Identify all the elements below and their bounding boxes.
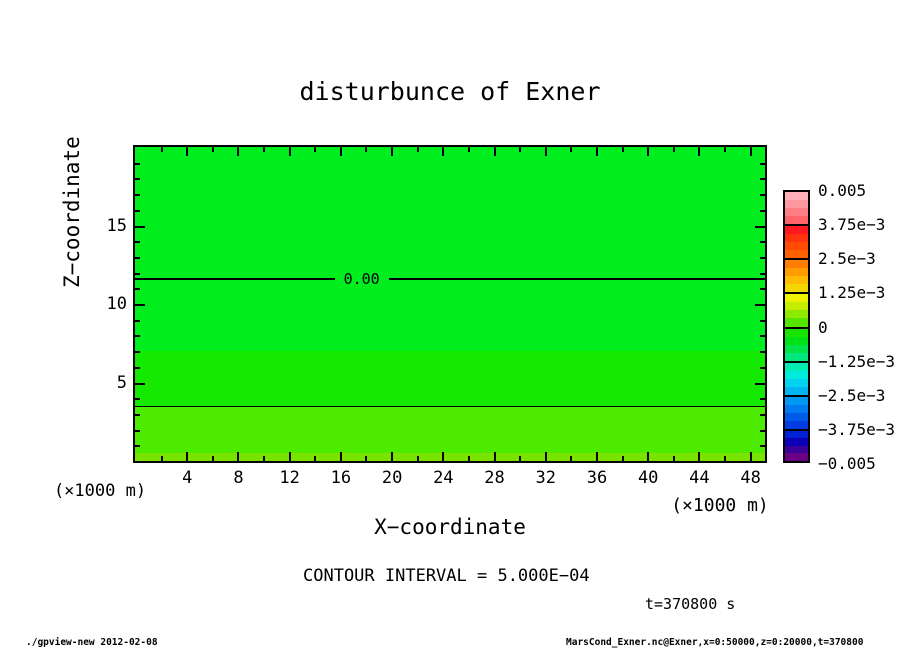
colorbar-sub-band — [785, 208, 808, 216]
axis-tick — [289, 452, 291, 461]
axis-tick — [596, 147, 598, 156]
colorbar-tick-label: 0.005 — [818, 181, 867, 200]
fill-band — [135, 147, 765, 351]
axis-tick — [365, 147, 367, 152]
axis-tick — [494, 147, 496, 156]
axis-tick — [760, 414, 765, 416]
contour-line — [135, 278, 335, 280]
x-tick-label: 44 — [689, 468, 710, 488]
colorbar-tick-label: −2.5e−3 — [818, 385, 886, 405]
colorbar-tick-label: 1.25e−3 — [818, 283, 886, 303]
colorbar-tick-label: −0.005 — [818, 454, 876, 473]
colorbar-sub-band — [785, 413, 808, 421]
chart-title: disturbunce of Exner — [299, 77, 601, 106]
axis-tick — [760, 163, 765, 165]
axis-tick — [673, 147, 675, 152]
plot-area — [133, 145, 767, 463]
axis-tick — [340, 452, 342, 461]
axis-tick — [237, 147, 239, 156]
axis-tick — [760, 430, 765, 432]
axis-tick — [760, 445, 765, 447]
axis-tick — [750, 452, 752, 461]
axis-tick — [760, 257, 765, 259]
axis-tick — [622, 147, 624, 152]
axis-tick — [135, 257, 140, 259]
colorbar-box — [783, 361, 810, 397]
axis-tick — [161, 147, 163, 152]
axis-tick — [417, 147, 419, 152]
axis-tick — [135, 398, 140, 400]
axis-tick — [212, 456, 214, 461]
footer-command-text: ./gpview-new 2012-02-08 — [26, 637, 158, 648]
axis-tick — [263, 147, 265, 152]
axis-tick — [135, 194, 140, 196]
x-tick-label: 4 — [182, 468, 193, 488]
footer-source-text: MarsCond_Exner.nc@Exner,x=0:50000,z=0:20000,t=370800 — [566, 637, 864, 648]
axis-tick — [760, 273, 765, 275]
axis-tick — [545, 452, 547, 461]
colorbar-sub-band — [785, 216, 808, 224]
fill-band — [135, 351, 765, 406]
axis-tick — [724, 147, 726, 152]
colorbar-sub-band — [785, 268, 808, 276]
colorbar-sub-band — [785, 453, 808, 461]
colorbar-sub-band — [785, 302, 808, 310]
axis-tick — [760, 398, 765, 400]
contour-line — [135, 406, 765, 407]
colorbar-sub-band — [785, 318, 808, 326]
x-tick-label: 48 — [740, 468, 761, 488]
colorbar-tick-label: 2.5e−3 — [818, 249, 876, 269]
axis-tick — [135, 288, 140, 290]
colorbar-sub-band — [785, 260, 808, 268]
colorbar-sub-band — [785, 345, 808, 353]
colorbar-sub-band — [785, 446, 808, 454]
colorbar-tick-label: −3.75e−3 — [818, 419, 896, 439]
colorbar-sub-band — [785, 397, 808, 405]
colorbar-tick-label: −1.25e−3 — [818, 351, 896, 371]
axis-tick — [135, 335, 140, 337]
axis-tick — [186, 452, 188, 461]
axis-tick — [135, 304, 145, 306]
colorbar-sub-band — [785, 234, 808, 242]
axis-tick — [161, 456, 163, 461]
colorbar-sub-band — [785, 371, 808, 379]
axis-tick — [263, 456, 265, 461]
axis-tick — [289, 147, 291, 156]
axis-tick — [135, 414, 140, 416]
axis-tick — [135, 178, 140, 180]
colorbar-box — [783, 395, 810, 431]
axis-tick — [468, 456, 470, 461]
colorbar-tick-label: 3.75e−3 — [818, 215, 886, 235]
colorbar-sub-band — [785, 337, 808, 345]
colorbar-box — [783, 292, 810, 328]
colorbar-box — [783, 429, 810, 463]
colorbar-tick-label: 0 — [818, 317, 828, 337]
axis-tick — [673, 456, 675, 461]
x-tick-label: 8 — [233, 468, 244, 488]
fill-band — [135, 453, 765, 461]
axis-tick — [135, 210, 140, 212]
axis-tick — [647, 147, 649, 156]
axis-tick — [545, 147, 547, 156]
colorbar-sub-band — [785, 310, 808, 318]
axis-tick — [494, 452, 496, 461]
axis-tick — [519, 147, 521, 152]
axis-tick — [135, 367, 140, 369]
colorbar-sub-band — [785, 431, 808, 439]
colorbar-box — [783, 327, 810, 363]
colorbar-sub-band — [785, 294, 808, 302]
x-tick-label: 28 — [484, 468, 505, 488]
x-tick-label: 40 — [637, 468, 659, 488]
fill-band — [135, 406, 765, 453]
axis-tick — [391, 452, 393, 461]
x-axis-title: X−coordinate — [374, 515, 526, 539]
axis-tick — [760, 367, 765, 369]
axis-tick — [760, 351, 765, 353]
colorbar-sub-band — [785, 226, 808, 234]
axis-tick — [365, 456, 367, 461]
colorbar-sub-band — [785, 276, 808, 284]
axis-tick — [135, 226, 145, 228]
axis-tick — [570, 456, 572, 461]
axis-tick — [135, 273, 140, 275]
colorbar-sub-band — [785, 353, 808, 361]
axis-tick — [468, 147, 470, 152]
x-tick-label: 36 — [586, 468, 608, 488]
axis-tick — [135, 163, 140, 165]
axis-tick — [442, 452, 444, 461]
colorbar-sub-band — [785, 242, 808, 250]
axis-tick — [698, 452, 700, 461]
colorbar-sub-band — [785, 329, 808, 337]
axis-tick — [760, 241, 765, 243]
y-tick-label: 10 — [106, 294, 127, 314]
axis-tick — [750, 147, 752, 156]
colorbar-sub-band — [785, 379, 808, 387]
axis-tick — [314, 456, 316, 461]
x-axis-units-label: (×1000 m) — [671, 495, 769, 516]
colorbar-sub-band — [785, 284, 808, 292]
axis-tick — [135, 383, 145, 385]
axis-tick — [755, 304, 765, 306]
axis-tick — [135, 430, 140, 432]
contour-label: 0.00 — [343, 269, 380, 288]
axis-tick — [442, 147, 444, 156]
colorbar-sub-band — [785, 200, 808, 208]
axis-tick — [135, 320, 140, 322]
axis-tick — [135, 351, 140, 353]
axis-tick — [135, 241, 140, 243]
y-tick-label: 15 — [106, 215, 127, 236]
axis-tick — [760, 178, 765, 180]
colorbar-sub-band — [785, 192, 808, 200]
colorbar-box — [783, 190, 810, 226]
x-tick-label: 32 — [535, 468, 556, 488]
colorbar-sub-band — [785, 405, 808, 413]
time-note: t=370800 s — [645, 595, 736, 613]
axis-tick — [760, 194, 765, 196]
x-tick-label: 12 — [279, 468, 300, 488]
colorbar-sub-band — [785, 421, 808, 429]
axis-tick — [755, 226, 765, 228]
axis-tick — [760, 288, 765, 290]
axis-tick — [760, 320, 765, 322]
axis-tick — [596, 452, 598, 461]
axis-tick — [391, 147, 393, 156]
axis-tick — [340, 147, 342, 156]
colorbar-box — [783, 258, 810, 294]
axis-tick — [698, 147, 700, 156]
y-axis-title: Z−coordinate — [60, 136, 84, 288]
colorbar — [783, 190, 810, 463]
y-axis-units-label: (×1000 m) — [53, 481, 147, 501]
axis-tick — [647, 452, 649, 461]
axis-tick — [135, 445, 140, 447]
y-tick-label: 5 — [116, 372, 127, 393]
contour-line — [389, 278, 765, 280]
axis-tick — [724, 456, 726, 461]
x-tick-label: 24 — [433, 468, 454, 488]
axis-tick — [237, 452, 239, 461]
colorbar-sub-band — [785, 387, 808, 395]
colorbar-sub-band — [785, 250, 808, 258]
axis-tick — [570, 147, 572, 152]
x-tick-label: 16 — [330, 468, 352, 488]
axis-tick — [314, 147, 316, 152]
colorbar-box — [783, 224, 810, 260]
colorbar-sub-band — [785, 438, 808, 446]
x-tick-label: 20 — [381, 468, 403, 488]
axis-tick — [760, 210, 765, 212]
axis-tick — [755, 383, 765, 385]
colorbar-sub-band — [785, 363, 808, 371]
axis-tick — [622, 456, 624, 461]
axis-tick — [417, 456, 419, 461]
colorbar-labels — [818, 181, 904, 473]
axis-tick — [212, 147, 214, 152]
axis-tick — [186, 147, 188, 156]
axis-tick — [519, 456, 521, 461]
contour-interval-note: CONTOUR INTERVAL = 5.000E−04 — [303, 566, 590, 586]
axis-tick — [760, 335, 765, 337]
